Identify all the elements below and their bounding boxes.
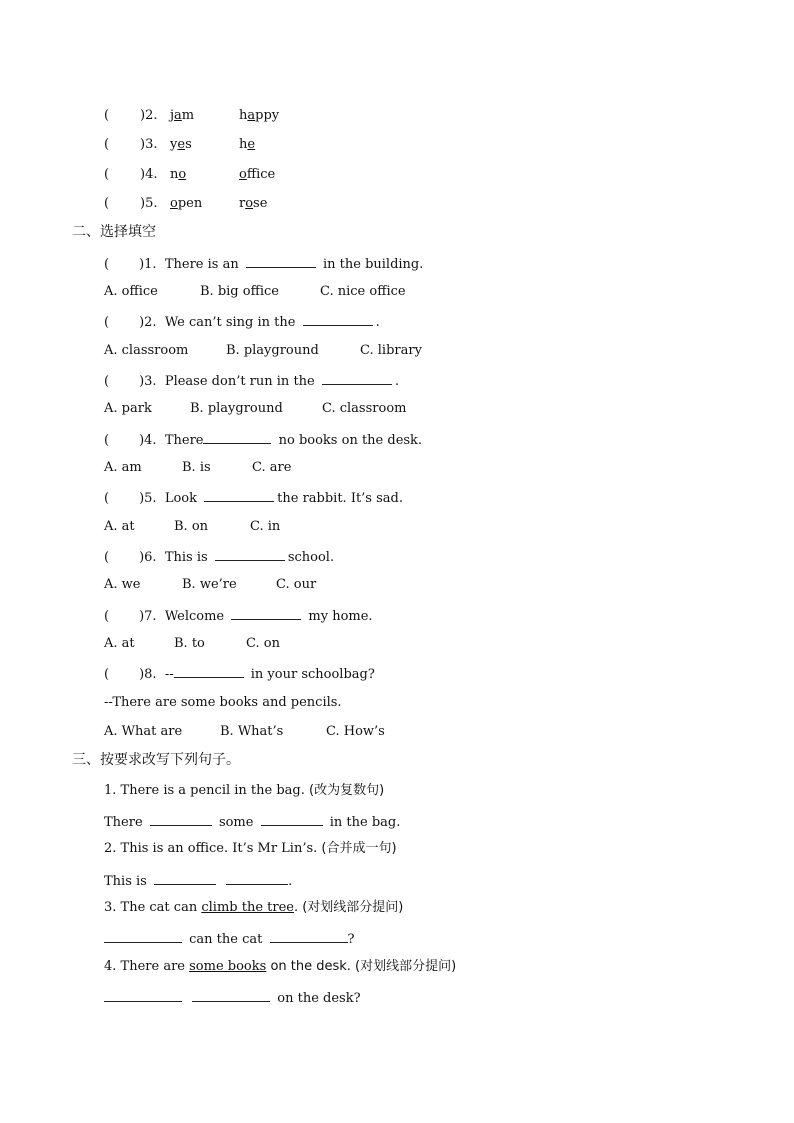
option-a: A. we [104,577,141,592]
prompt-text: 2. This is an office. It’s Mr Lin’s. [104,841,318,856]
question-line [104,663,375,683]
option-c: C. How’s [326,724,385,739]
question-text: school. [287,550,335,565]
option-c: C. in [250,519,281,534]
answer-paren: ( [104,315,110,330]
question-text: in the building. [322,257,424,272]
dialogue-line: --There are some books and pencils. [104,695,342,710]
answer-text: There [104,815,143,830]
question-line [104,546,334,566]
rewrite-answer [104,987,361,1007]
option-c: C. our [276,577,317,592]
option-c: C. nice office [320,284,406,299]
prompt-text: 1. There is a pencil in the bag. [104,783,305,798]
word-part: m [181,108,195,123]
question-text: There is an [164,257,239,272]
answer-paren: ( [104,137,110,152]
word-part: ffice [246,167,276,182]
option-b: B. What’s [220,724,284,739]
underlined-letter: e [177,137,186,152]
question-line [104,253,423,273]
option-c: C. classroom [322,401,407,416]
underlined-letter: o [178,167,187,182]
underlined-phrase: climb the tree [201,900,294,915]
question-text: . [394,374,400,389]
option-a: A. classroom [104,343,189,358]
rewrite-answer [104,928,354,948]
word-part: r [239,196,246,211]
answer-blank[interactable] [150,811,212,826]
word-part: y [170,137,178,152]
underlined-letter: o [239,167,247,182]
question-text: my home. [308,609,373,624]
question-line [104,370,399,390]
option-a: A. at [104,519,135,534]
answer-blank[interactable] [204,487,274,502]
option-b: B. is [182,460,211,475]
rewrite-answer [104,870,292,890]
question-number: )5. [139,491,157,506]
rewrite-prompt [104,781,384,801]
answer-paren: ( [104,550,110,565]
answer-blank[interactable] [303,311,373,326]
item-number: )3. [140,137,158,152]
answer-paren: ( [104,257,110,272]
underlined-letter: a [174,108,182,123]
answer-paren: ( [104,374,110,389]
question-text: There [164,433,204,448]
answer-text: . [288,874,293,889]
word-1 [170,165,186,185]
option-b: B. on [174,519,209,534]
answer-blank[interactable] [104,987,182,1002]
answer-blank[interactable] [203,429,271,444]
question-number: )1. [139,257,157,272]
answer-blank[interactable] [270,928,348,943]
word-part: j [170,108,175,123]
prompt-text: 3. The cat can [104,900,198,915]
answer-blank[interactable] [231,605,301,620]
question-text: Welcome [164,609,225,624]
option-a: A. am [104,460,142,475]
word-2 [239,135,255,155]
item-number: )4. [140,167,158,182]
answer-paren: ( [104,667,110,682]
word-1 [170,106,194,126]
option-a: A. at [104,636,135,651]
prompt-text: 4. There are [104,959,185,974]
rewrite-prompt [104,957,456,977]
word-part: pen [177,196,203,211]
answer-paren: ( [104,433,110,448]
rewrite-prompt [104,839,397,859]
answer-text: in the bag. [329,815,401,830]
option-b: B. playground [190,401,283,416]
question-number: )2. [139,315,157,330]
option-c: C. on [246,636,280,651]
answer-paren: ( [104,609,110,624]
answer-blank[interactable] [104,928,182,943]
option-c: C. are [252,460,292,475]
instruction: . (对划线部分提问) [293,900,404,915]
item-number: )2. [140,108,158,123]
answer-blank[interactable] [246,253,316,268]
question-number: )6. [139,550,157,565]
underlined-letter: a [247,108,256,123]
answer-text: on the desk? [277,991,361,1006]
question-number: )4. [139,433,157,448]
instruction: (改为复数句) [309,783,385,798]
answer-text: can the cat [189,932,263,947]
option-a: A. office [104,284,158,299]
instruction: (合并成一句) [321,841,397,856]
word-part: n [170,167,179,182]
answer-blank[interactable] [154,870,216,885]
question-text: Look [164,491,197,506]
word-2 [239,106,279,126]
answer-text: some [218,815,254,830]
answer-paren: ( [104,108,110,123]
word-part: h [239,108,248,123]
rewrite-answer [104,811,400,831]
question-line [104,429,422,449]
word-1 [170,194,202,214]
question-text: . [375,315,380,330]
answer-text: ? [347,932,355,947]
item-number: )5. [140,196,158,211]
answer-blank[interactable] [215,546,285,561]
option-a: A. What are [104,724,183,739]
rewrite-prompt [104,898,403,918]
underlined-letter: o [170,196,178,211]
answer-blank[interactable] [174,663,244,678]
answer-blank[interactable] [261,811,323,826]
answer-blank[interactable] [192,987,270,1002]
option-c: C. library [360,343,422,358]
underlined-letter: e [247,137,256,152]
word-2 [239,165,275,185]
option-a: A. park [104,401,152,416]
question-line [104,605,373,625]
answer-paren: ( [104,491,110,506]
question-number: )7. [139,609,157,624]
question-text: This is [164,550,208,565]
instruction: on the desk. (对划线部分提问) [270,959,457,974]
question-line [104,487,403,507]
question-text: -- [164,667,174,682]
question-text: in your schoolbag? [250,667,375,682]
word-part: s [185,137,192,152]
word-part: ppy [255,108,280,123]
option-b: B. to [174,636,205,651]
word-part: h [239,137,248,152]
word-1 [170,135,192,155]
answer-paren: ( [104,196,110,211]
option-b: B. playground [226,343,319,358]
word-2 [239,194,267,214]
question-text: no books on the desk. [278,433,423,448]
answer-paren: ( [104,167,110,182]
question-number: )3. [139,374,157,389]
answer-blank[interactable] [322,370,392,385]
underlined-letter: o [245,196,254,211]
section-heading: 二、选择填空 [72,224,156,240]
answer-blank[interactable] [226,870,288,885]
question-text: the rabbit. It’s sad. [277,491,403,506]
answer-text: This is [104,874,147,889]
question-text: Please don’t run in the [164,374,315,389]
question-text: We can’t sing in the [164,315,296,330]
underlined-phrase: some books [189,959,267,974]
section-heading: 三、按要求改写下列句子。 [72,752,240,768]
question-line [104,311,380,331]
option-b: B. big office [200,284,279,299]
word-part: se [253,196,268,211]
question-number: )8. [139,667,157,682]
option-b: B. we’re [182,577,237,592]
